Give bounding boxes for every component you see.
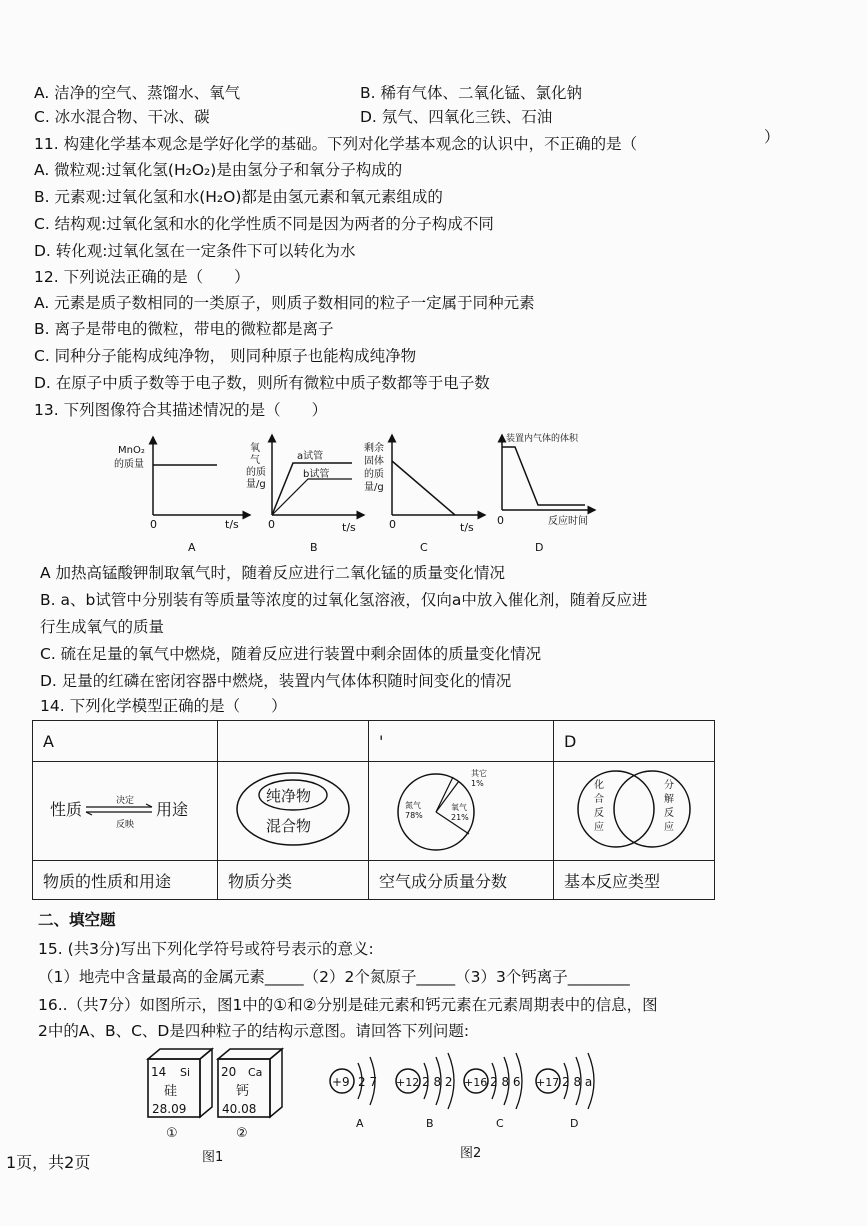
q13-option-d: D. 足量的红磷在密闭容器中燃烧，装置内气体体积随时间变化的情况 [40,672,512,690]
graph-a [114,437,250,554]
graph-d-xlabel: 反应时间 [548,516,588,527]
particle-b-nucleus: +12 [396,1076,420,1089]
cell-a-left: 性质 [50,800,83,819]
q14-cell-c [369,762,554,861]
particle-d-shells: 2 8 a [562,1075,593,1089]
calcium-card [218,1049,282,1141]
particle-b [396,1053,454,1130]
graph-c-ylabel-2: 的质 [364,469,384,480]
particle-a-nucleus: +9 [332,1075,350,1089]
graph-b [246,435,364,554]
particle-c [464,1053,522,1130]
q10-option-d: D. 氖气、四氧化三铁、石油 [360,108,553,126]
cell-d-right-0: 分 [664,780,674,791]
cell-d-left-2: 反 [594,808,604,819]
q14-caption-d: 基本反应类型 [554,861,715,900]
cell-a-bottom-arrow: 反映 [116,820,135,830]
q13-graphs [100,425,620,560]
q15-stem: 15. (共3分)写出下列化学符号或符号表示的意义: [38,940,374,958]
particle-c-tag: C [496,1117,504,1130]
q13-option-a: A 加热高锰酸钾制取氧气时，随着反应进行二氧化锰的质量变化情况 [40,564,506,582]
q12-option-a: A. 元素是质子数相同的一类原子，则质子数相同的粒子一定属于同种元素 [34,294,535,312]
q13-stem: 13. 下列图像符合其描述情况的是（ ） [34,401,328,419]
particle-c-shells: 2 8 6 [490,1075,521,1089]
graph-a-ylabel-1: MnO₂ [118,445,145,456]
graph-b-origin: 0 [268,518,275,531]
graph-a-xlabel: t/s [225,518,239,531]
cell-c-n2-pct: 78% [405,811,423,820]
ca-name: 钙 [236,1084,250,1099]
q14-table [32,720,715,900]
ca-number: 20 [221,1065,237,1079]
cell-c-other: 其它 [471,769,487,778]
cell-d-right-1: 解 [664,794,674,805]
q14-header-a: A [33,721,218,762]
cell-c-other-pct: 1% [471,779,484,788]
q11-option-b: B. 元素观:过氧化氢和水(H₂O)都是由氢元素和氧元素组成的 [34,188,443,206]
page-footer: 1页，共2页 [6,1153,91,1172]
q16-line1: 16..（共7分）如图所示，图1中的①和②分别是硅元素和钙元素在元素周期表中的信息，图 [38,996,658,1014]
cell-c-n2: 氮气 [405,801,421,810]
graph-b-ylabel-2: 的 [246,467,256,478]
graph-b-ylabel-4: 量/g [246,479,266,490]
graph-c [364,435,485,554]
q11-stem: 11. 构建化学基本观念是学好化学的基础。下列对化学基本观念的认识中，不正确的是（ [34,135,638,153]
particle-d-tag: D [570,1117,579,1130]
particle-a-shells: 2 7 [358,1075,378,1089]
si-symbol: Si [180,1066,191,1079]
q11-option-d: D. 转化观:过氧化氢在一定条件下可以转化为水 [34,242,356,260]
graph-b-ylabel-0: 氧 [250,443,260,454]
particle-d [536,1053,594,1130]
si-name: 硅 [164,1084,178,1099]
q14-cell-d [554,762,715,861]
graph-b-curve-a: a试管 [297,451,324,462]
q14-caption-c: 空气成分质量分数 [369,861,554,900]
cell-b-outer: 纯净物 [266,787,312,805]
q14-cell-b [218,762,369,861]
q14-stem: 14. 下列化学模型正确的是（ ） [40,697,287,715]
figure-1 [140,1045,300,1165]
si-number: 14 [151,1065,167,1079]
q15-parts: （1）地壳中含量最高的金属元素_____（2）2个氮原子_____（3）3个钙离子________ [38,968,630,986]
q11-paren-close: ） [764,128,780,146]
cell-d-left-3: 应 [594,822,604,833]
graph-c-tag: C [420,541,428,554]
q14-header-b [218,721,369,762]
q10-option-c: C. 冰水混合物、干冰、碳 [34,108,210,126]
figure-2 [320,1045,610,1165]
graph-a-tag: A [188,541,196,554]
q13-option-c: C. 硫在足量的氧气中燃烧，随着反应进行装置中剩余固体的质量变化情况 [40,645,542,663]
particle-d-nucleus: +17 [536,1076,560,1089]
particle-b-tag: B [426,1117,434,1130]
silicon-card [148,1049,212,1141]
q12-option-c: C. 同种分子能构成纯净物， 则同种原子也能构成纯净物 [34,347,417,365]
cell-c-o2-pct: 21% [451,813,469,822]
cell-d-right-3: 应 [664,822,674,833]
graph-b-curve-b: b试管 [303,469,330,480]
q11-option-c: C. 结构观:过氧化氢和水的化学性质不同是因为两者的分子构成不同 [34,215,494,233]
cell-a-right: 用途 [156,800,189,819]
cell-d-left-1: 合 [594,794,604,805]
q16-line2: 2中的A、B、C、D是四种粒子的结构示意图。请回答下列问题: [38,1022,470,1040]
q12-option-d: D. 在原子中质子数等于电子数，则所有微粒中质子数都等于电子数 [34,374,490,392]
particle-a-tag: A [356,1117,364,1130]
particle-c-nucleus: +16 [464,1076,488,1089]
si-mark: ① [166,1126,178,1141]
ca-mark: ② [236,1126,248,1141]
graph-b-ylabel-1: 气 [250,455,260,466]
q10-option-a: A. 洁净的空气、蒸馏水、氧气 [34,84,241,102]
q12-stem: 12. 下列说法正确的是（ ） [34,268,250,286]
graph-c-ylabel-0: 剩余 [364,443,384,454]
q11-option-a: A. 微粒观:过氧化氢(H₂O₂)是由氢分子和氧分子构成的 [34,161,403,179]
cell-d-left-0: 化 [594,780,604,791]
cell-a-top-arrow: 决定 [116,796,135,806]
q14-header-c: ' [369,721,554,762]
particle-b-shells: 2 8 2 [422,1075,453,1089]
graph-c-ylabel-1: 固体 [364,456,384,467]
graph-d-tag: D [535,541,544,554]
section-heading: 二、填空题 [38,911,116,929]
cell-d-right-2: 反 [664,808,674,819]
ca-symbol: Ca [248,1066,263,1079]
graph-c-origin: 0 [389,518,396,531]
graph-c-xlabel: t/s [460,521,474,534]
q13-option-b-line1: B. a、b试管中分别装有等质量等浓度的过氧化氢溶液，仅向a中放入催化剂，随着反应进 [40,591,648,609]
cell-c-o2: 氧气 [451,803,467,812]
graph-a-origin: 0 [150,518,157,531]
ca-mass: 40.08 [222,1102,257,1116]
graph-c-ylabel-3: 量/g [364,482,384,493]
q14-caption-b: 物质分类 [218,861,369,900]
graph-d [497,432,595,554]
particle-a [330,1057,377,1130]
graph-b-ylabel-3: 质 [256,467,266,478]
q12-option-b: B. 离子是带电的微粒，带电的微粒都是离子 [34,320,334,338]
cell-b-inner: 混合物 [266,817,312,835]
graph-b-tag: B [310,541,318,554]
graph-a-ylabel-2: 的质量 [114,459,144,470]
q13-option-b-line2: 行生成氧气的质量 [40,618,165,636]
q14-header-d: D [554,721,715,762]
q14-cell-a [33,762,218,861]
graph-d-origin: 0 [497,514,504,527]
graph-d-ylabel: 装置内气体的体积 [506,434,579,444]
fig1-caption: 图1 [202,1150,224,1165]
si-mass: 28.09 [152,1102,187,1116]
fig2-caption: 图2 [460,1146,482,1161]
q10-option-b: B. 稀有气体、二氧化锰、氯化钠 [360,84,582,102]
q14-caption-a: 物质的性质和用途 [33,861,218,900]
graph-b-xlabel: t/s [342,521,356,534]
